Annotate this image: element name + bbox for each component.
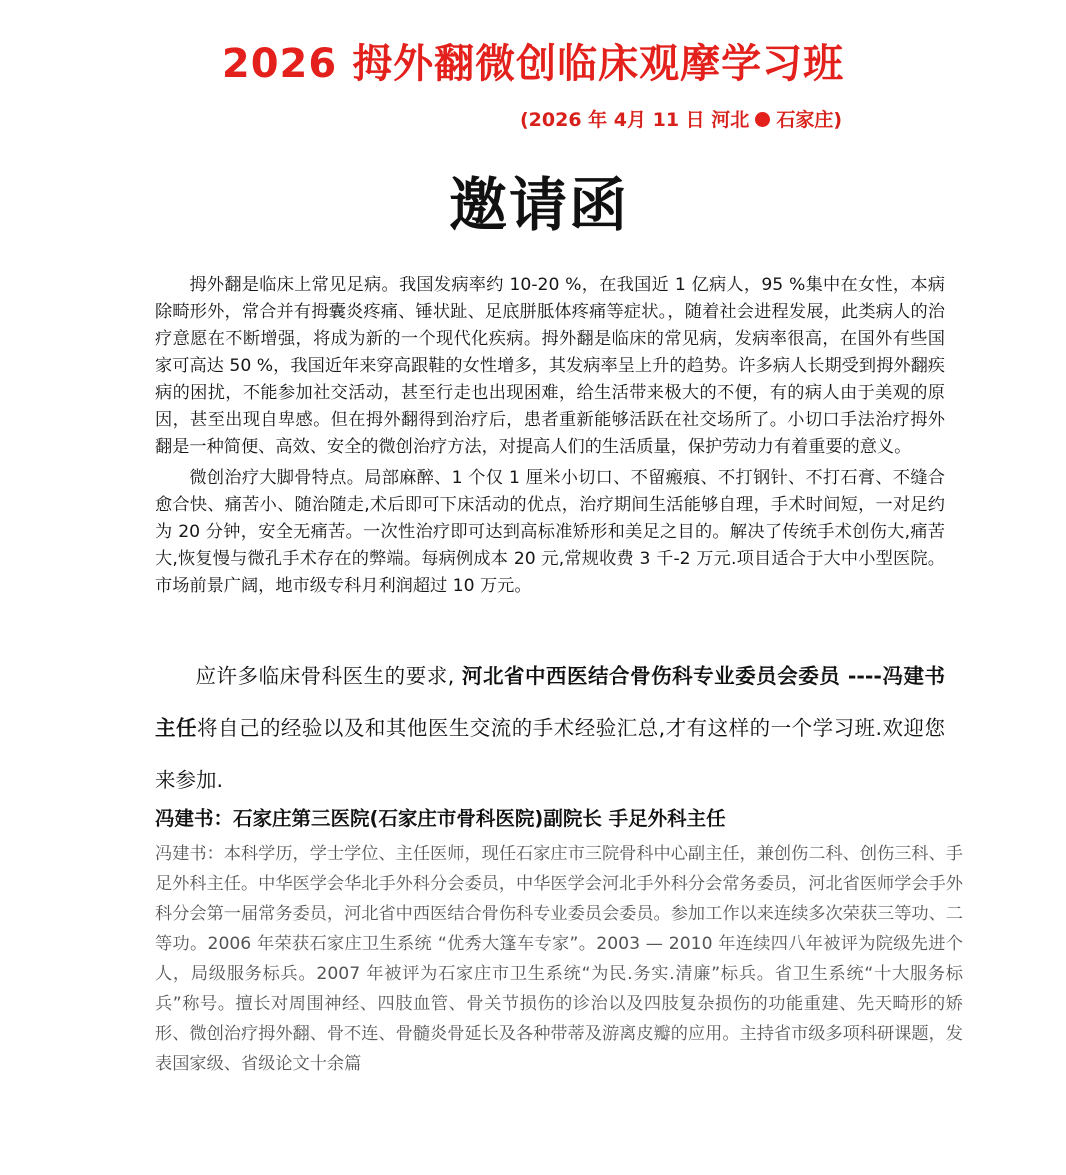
description-paragraph-2: 微创治疗大脚骨特点。局部麻醉、1 个仅 1 厘米小切口、不留瘢痕、不打钢针、不打石膏、不缝合愈合快、痛苦小、随治随走,术后即可下床活动的优点，治疗期间生活能够自理，手术时间短，一对足约为 20 分钟，安全无痛苦。一次性治疗即可达到高标准矫形和美足之目的。解决了传统手术创伤大,痛苦大,恢复慢与微孔手术存在的弊端。每病例成本 20 元,常规收费 3 千-2 万元.项目适合于大中小型医院。市场前景广阔，地市级专科月利润超过 10 万元。 <box>155 468 945 596</box>
description-paragraph-1: 拇外翻是临床上常见足病。我国发病率约 10-20 %，在我国近 1 亿病人，95 %集中在女性，本病除畸形外，常合并有拇囊炎疼痛、锤状趾、足底胼胝体疼痛等症状。，随着社会进程发展，此类病人的治疗意愿在不断增强，将成为新的一个现代化疾病。拇外翻是临床的常见病，发病率很高，在国外有些国家可高达 50 %，我国近年来穿高跟鞋的女性增多，其发病率呈上升的趋势。许多病人长期受到拇外翻疾病的困扰，不能参加社交活动，甚至行走也出现困难，给生活带来极大的不便，有的病人由于美观的原因，甚至出现自卑感。但在拇外翻得到治疗后，患者重新能够活跃在社交场所了。小切口手法治疗拇外翻是一种简便、高效、安全的微创治疗方法，对提高人们的生活质量，保护劳动力有着重要的意义。 <box>155 275 945 457</box>
course-date-location <box>520 106 842 134</box>
intro-text-after: 将自己的经验以及和其他医生交流的手术经验汇总,才有这样的一个学习班.欢迎您来参加. <box>155 716 946 792</box>
bio-text: 冯建书：本科学历，学士学位、主任医师，现任石家庄市三院骨科中心副主任，兼创伤二科、创伤三科、手足外科主任。中华医学会华北手外科分会委员，中华医学会河北手外科分会常务委员，河北省医师学会手外科分会第一届常务委员，河北省中西医结合骨伤科专业委员会委员。参加工作以来连续多次荣获三等功、二等功。2006 年荣获石家庄卫生系统 “优秀大篷车专家”。2003 — 2010 年连续四八年被评为院级先进个人，局级服务标兵。2007 年被评为石家庄市卫生系统“为民.务实.清廉”标兵。省卫生系统“十大服务标兵”称号。擅长对周围神经、四肢血管、骨关节损伤的诊治以及四肢复杂损伤的功能重建、先天畸形的矫形、微创治疗拇外翻、骨不连、骨髓炎骨延长及各种带蒂及游离皮瓣的应用。主持省市级多项科研课题，发表国家级、省级论文十余篇 <box>155 844 963 1074</box>
description-block <box>155 272 945 604</box>
red-dot-icon <box>755 112 770 127</box>
intro-organization: 河北省中西医结合骨伤科专业委员会委员 ----冯建书主任 <box>155 664 946 740</box>
intro-paragraph <box>155 650 945 806</box>
course-title: 2026 拇外翻微创临床观摩学习班 <box>221 41 845 87</box>
city-text: 石家庄) <box>776 109 842 131</box>
intro-text-before: 应许多临床骨科医生的要求, <box>195 664 455 688</box>
invitation-heading: 邀请函 <box>448 171 629 239</box>
date-text: (2026 年 4月 11 日 河北 <box>520 109 750 131</box>
bio-heading: 冯建书：石家庄第三医院(石家庄市骨科医院)副院长 手足外科主任 <box>155 807 726 830</box>
